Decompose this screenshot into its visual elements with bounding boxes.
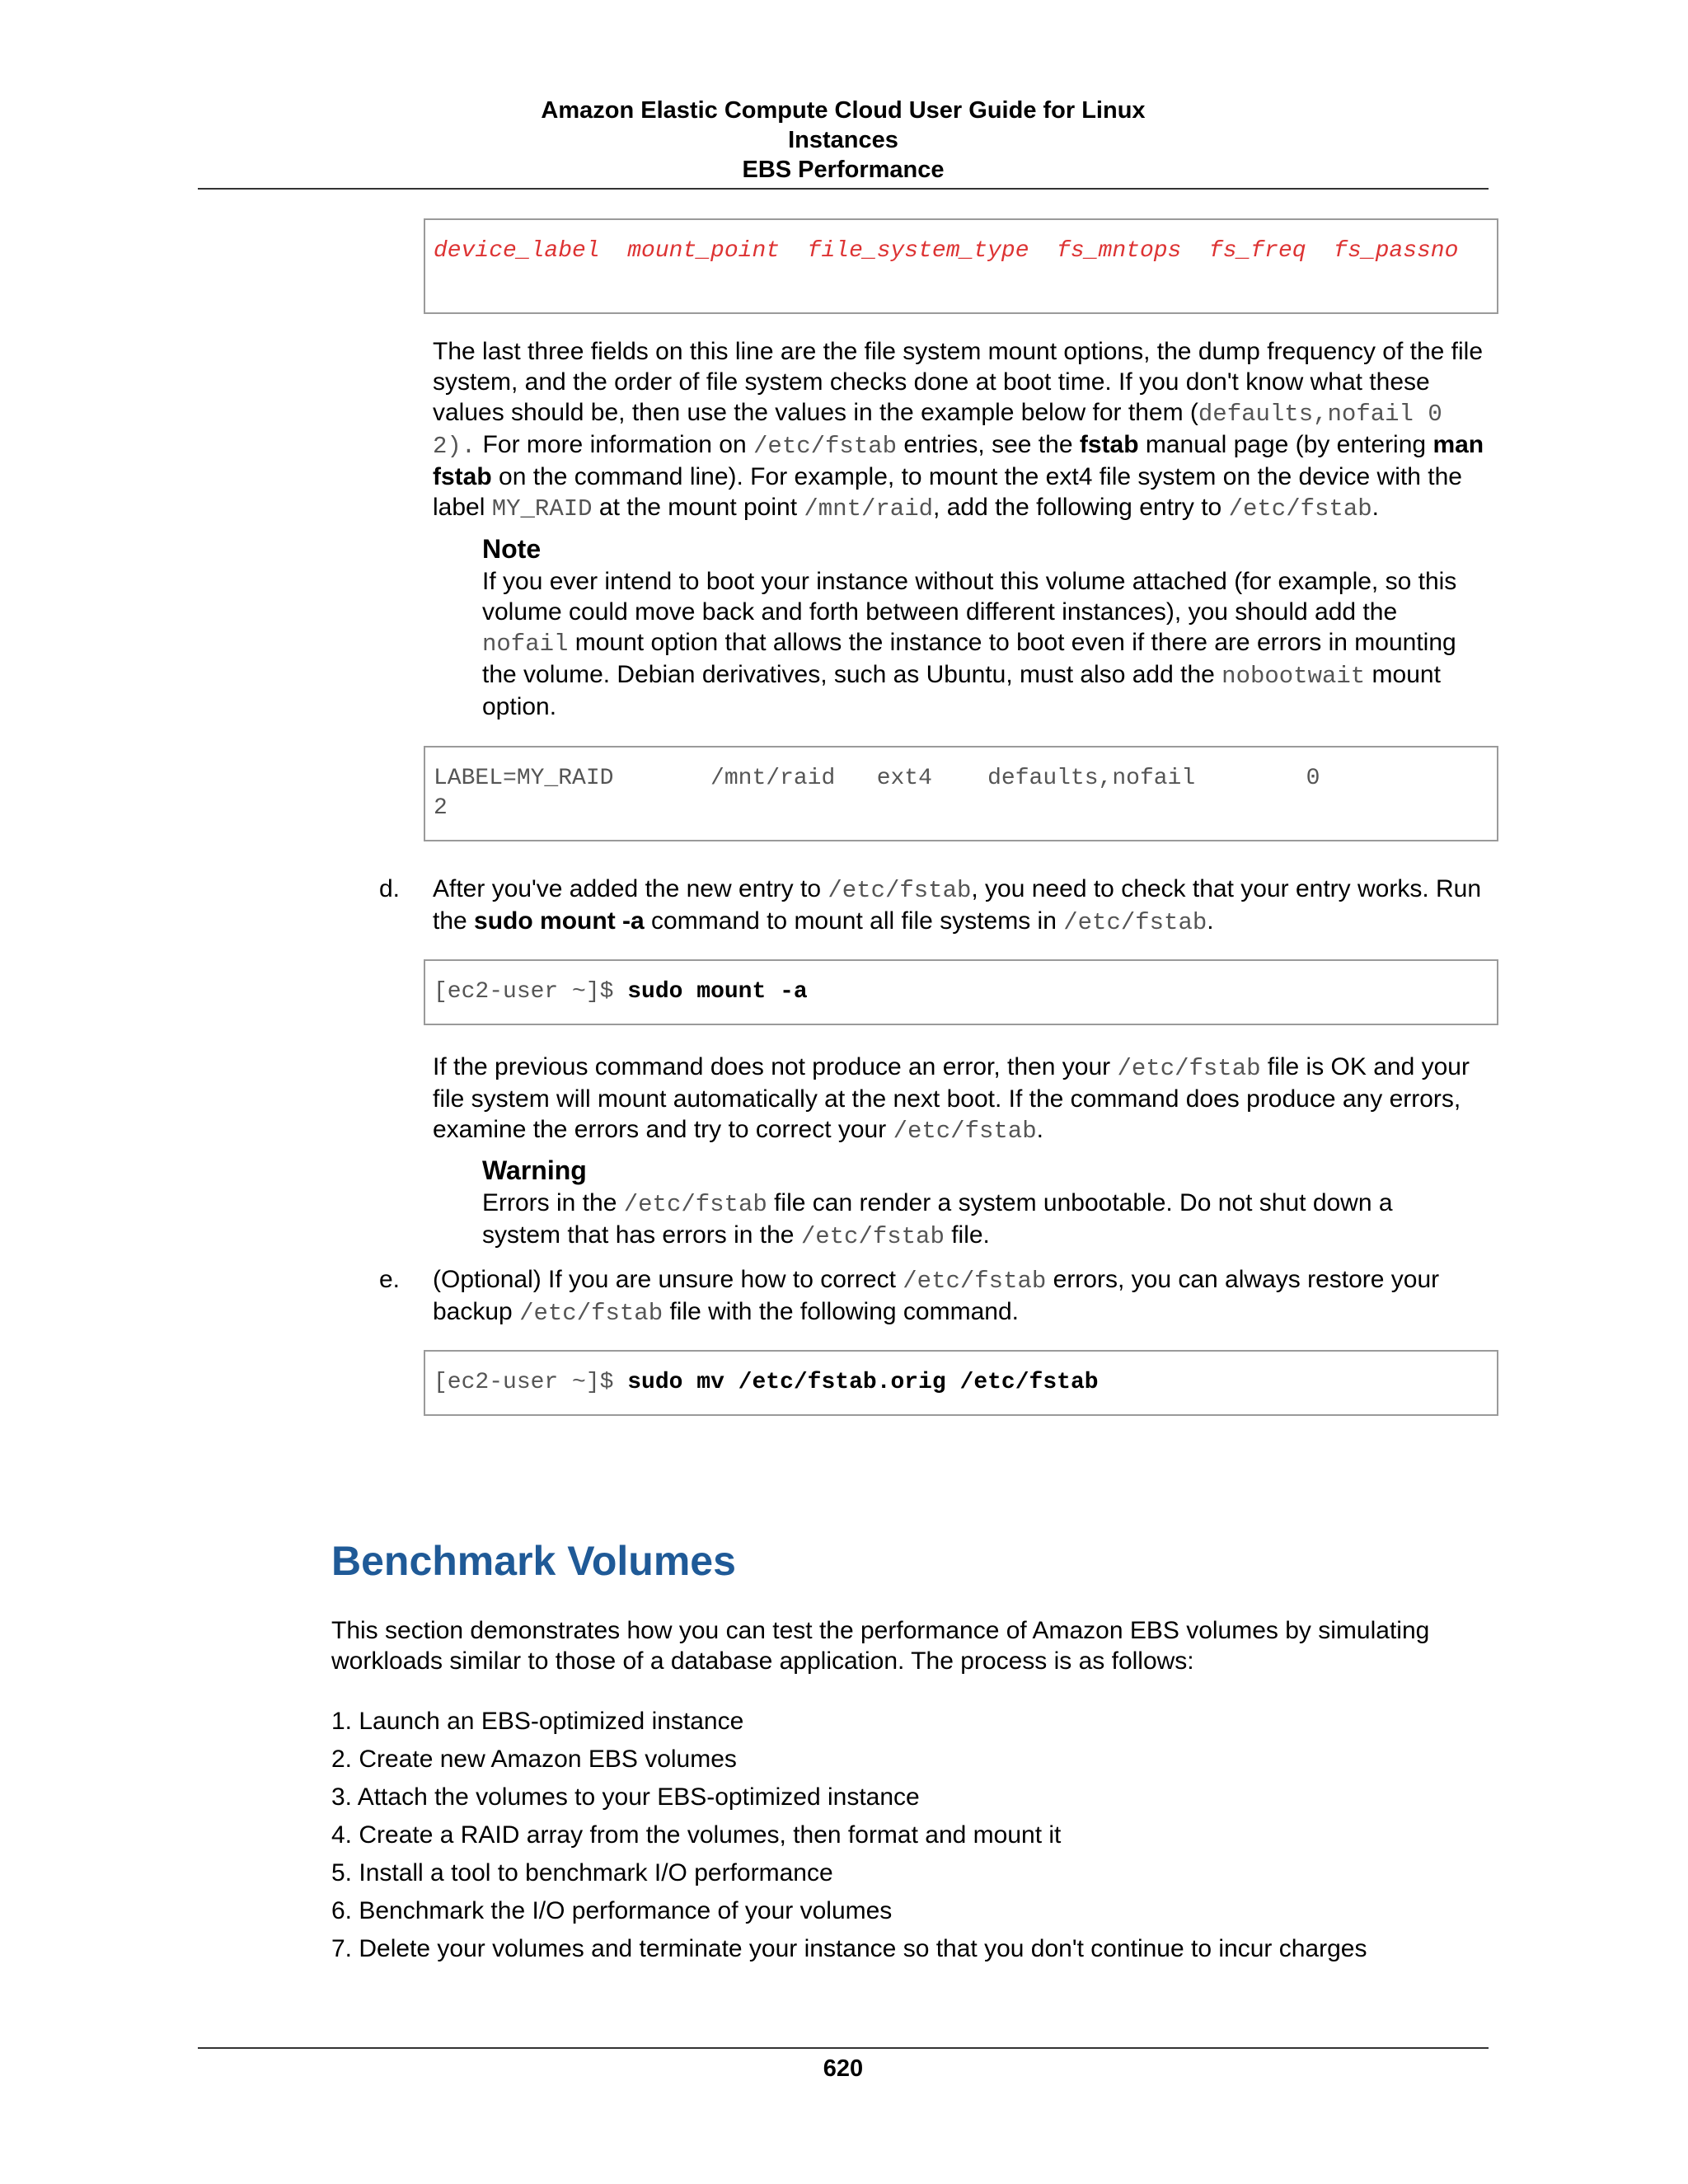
text: command to mount all file systems in <box>644 907 1064 935</box>
step-d-text <box>433 874 1496 938</box>
text: After you've added the new entry to <box>433 875 828 902</box>
header-section: Instances <box>788 127 898 153</box>
inline-code: /mnt/raid <box>804 495 934 523</box>
mount-result-paragraph <box>433 1052 1496 1146</box>
text: mount option that allows the instance to boot even if there are errors in mounting the volume. Debian derivatives, such as Ubuntu, must also add the <box>482 629 1456 688</box>
header-guide-title: Amazon Elastic Compute Cloud User Guide for Linux <box>541 97 1146 124</box>
text: entries, see the <box>897 431 1080 458</box>
text: If you ever intend to boot your instance without this volume attached (for example, so this volume could move back and forth between different instances), you should add the <box>482 568 1457 626</box>
text: , you need to check that your entry works. Run the <box>433 875 1482 935</box>
text: . <box>1036 1116 1043 1143</box>
inline-code: MY_RAID <box>491 495 593 523</box>
inline-code: /etc/fstab <box>623 1191 767 1218</box>
warning-title: Warning <box>482 1155 587 1185</box>
list-item: 1. Launch an EBS-optimized instance <box>331 1708 744 1735</box>
text: , add the following entry to <box>933 494 1229 521</box>
text: file can render a system unbootable. Do not shut down a system that has errors in the <box>482 1189 1393 1249</box>
header-subsection: EBS Performance <box>742 157 945 183</box>
bold-term: man fstab <box>433 431 1484 490</box>
shell-prompt: [ec2-user ~]$ <box>434 1370 628 1395</box>
header-divider <box>198 188 1489 190</box>
inline-code: /etc/fstab <box>828 877 972 904</box>
text: on the command line). For example, to mount the ext4 file system on the device with the label <box>433 463 1462 521</box>
text: at the mount point <box>592 494 804 521</box>
bold-term: fstab <box>1079 431 1139 458</box>
code-line: 2 <box>434 795 448 821</box>
list-item: 6. Benchmark the I/O performance of your volumes <box>331 1897 893 1924</box>
inline-code: /etc/fstab <box>1063 909 1207 936</box>
shell-command: sudo mount -a <box>627 979 808 1005</box>
fstab-format-code-block: device_label mount_point file_system_type fs_mntops fs_freq fs_passno <box>424 218 1498 314</box>
text: Errors in the <box>482 1189 624 1216</box>
text: file with the following command. <box>663 1298 1019 1325</box>
text: If the previous command does not produce an error, then your <box>433 1053 1118 1080</box>
list-item: 5. Install a tool to benchmark I/O performance <box>331 1859 833 1886</box>
inline-code: nobootwait <box>1221 663 1366 690</box>
text: . <box>1207 907 1214 935</box>
inline-code: /etc/fstab <box>1228 495 1372 523</box>
section-heading: Benchmark Volumes <box>331 1538 736 1584</box>
text: manual page (by entering <box>1138 431 1433 458</box>
note-title: Note <box>482 534 542 564</box>
text: For more information on <box>476 431 754 458</box>
inline-code: /etc/fstab <box>903 1268 1047 1295</box>
page-header <box>198 96 1489 185</box>
list-item: 4. Create a RAID array from the volumes, then format and mount it <box>331 1821 1062 1849</box>
restore-command-code-block <box>424 1350 1498 1416</box>
shell-command: sudo mv /etc/fstab.orig /etc/fstab <box>627 1370 1099 1395</box>
step-e-text <box>433 1264 1496 1329</box>
step-e-marker: e. <box>379 1266 401 1293</box>
fstab-fields-paragraph <box>433 336 1496 524</box>
text: The last three fields on this line are the file system mount options, the dump frequency of the file system, and the order of file system checks done at boot time. If you don't know what these values should be, then use the values in the example below for them ( <box>433 338 1484 426</box>
text: file. <box>944 1221 990 1249</box>
warning-callout <box>482 1155 1463 1252</box>
note-callout <box>482 534 1463 722</box>
inline-code: /etc/fstab <box>893 1118 1037 1145</box>
inline-code: defaults,nofail 0 2). <box>433 401 1442 460</box>
footer-divider <box>198 2047 1489 2049</box>
inline-code: /etc/fstab <box>800 1223 945 1250</box>
inline-code: /etc/fstab <box>753 433 898 460</box>
inline-code: /etc/fstab <box>1117 1055 1261 1082</box>
section-intro: This section demonstrates how you can test the performance of Amazon EBS volumes by simulating workloads similar to those of a database application. The process is as follows: <box>331 1617 1430 1675</box>
fstab-entry-code-block <box>424 746 1498 841</box>
inline-code: nofail <box>482 630 569 658</box>
text: errors, you can always restore your backup <box>433 1266 1440 1325</box>
shell-prompt: [ec2-user ~]$ <box>434 979 628 1005</box>
benchmark-steps-list <box>331 1703 1367 1968</box>
code-line: LABEL=MY_RAID /mnt/raid ext4 defaults,nofail 0 <box>434 766 1320 791</box>
inline-code: /etc/fstab <box>519 1300 663 1327</box>
mount-command-code-block <box>424 959 1498 1025</box>
text: file is OK and your file system will mount automatically at the next boot. If the command does produce any errors, examine the errors and try to correct your <box>433 1053 1470 1143</box>
text: mount option. <box>482 661 1441 720</box>
text: . <box>1372 494 1379 521</box>
step-d-marker: d. <box>379 875 401 902</box>
bold-command: sudo mount -a <box>474 907 645 935</box>
page-number: 620 <box>823 2055 864 2082</box>
list-item: 2. Create new Amazon EBS volumes <box>331 1746 737 1773</box>
list-item: 3. Attach the volumes to your EBS-optimized instance <box>331 1783 920 1811</box>
list-item: 7. Delete your volumes and terminate your instance so that you don't continue to incur charges <box>331 1935 1367 1962</box>
text: (Optional) If you are unsure how to correct <box>433 1266 903 1293</box>
